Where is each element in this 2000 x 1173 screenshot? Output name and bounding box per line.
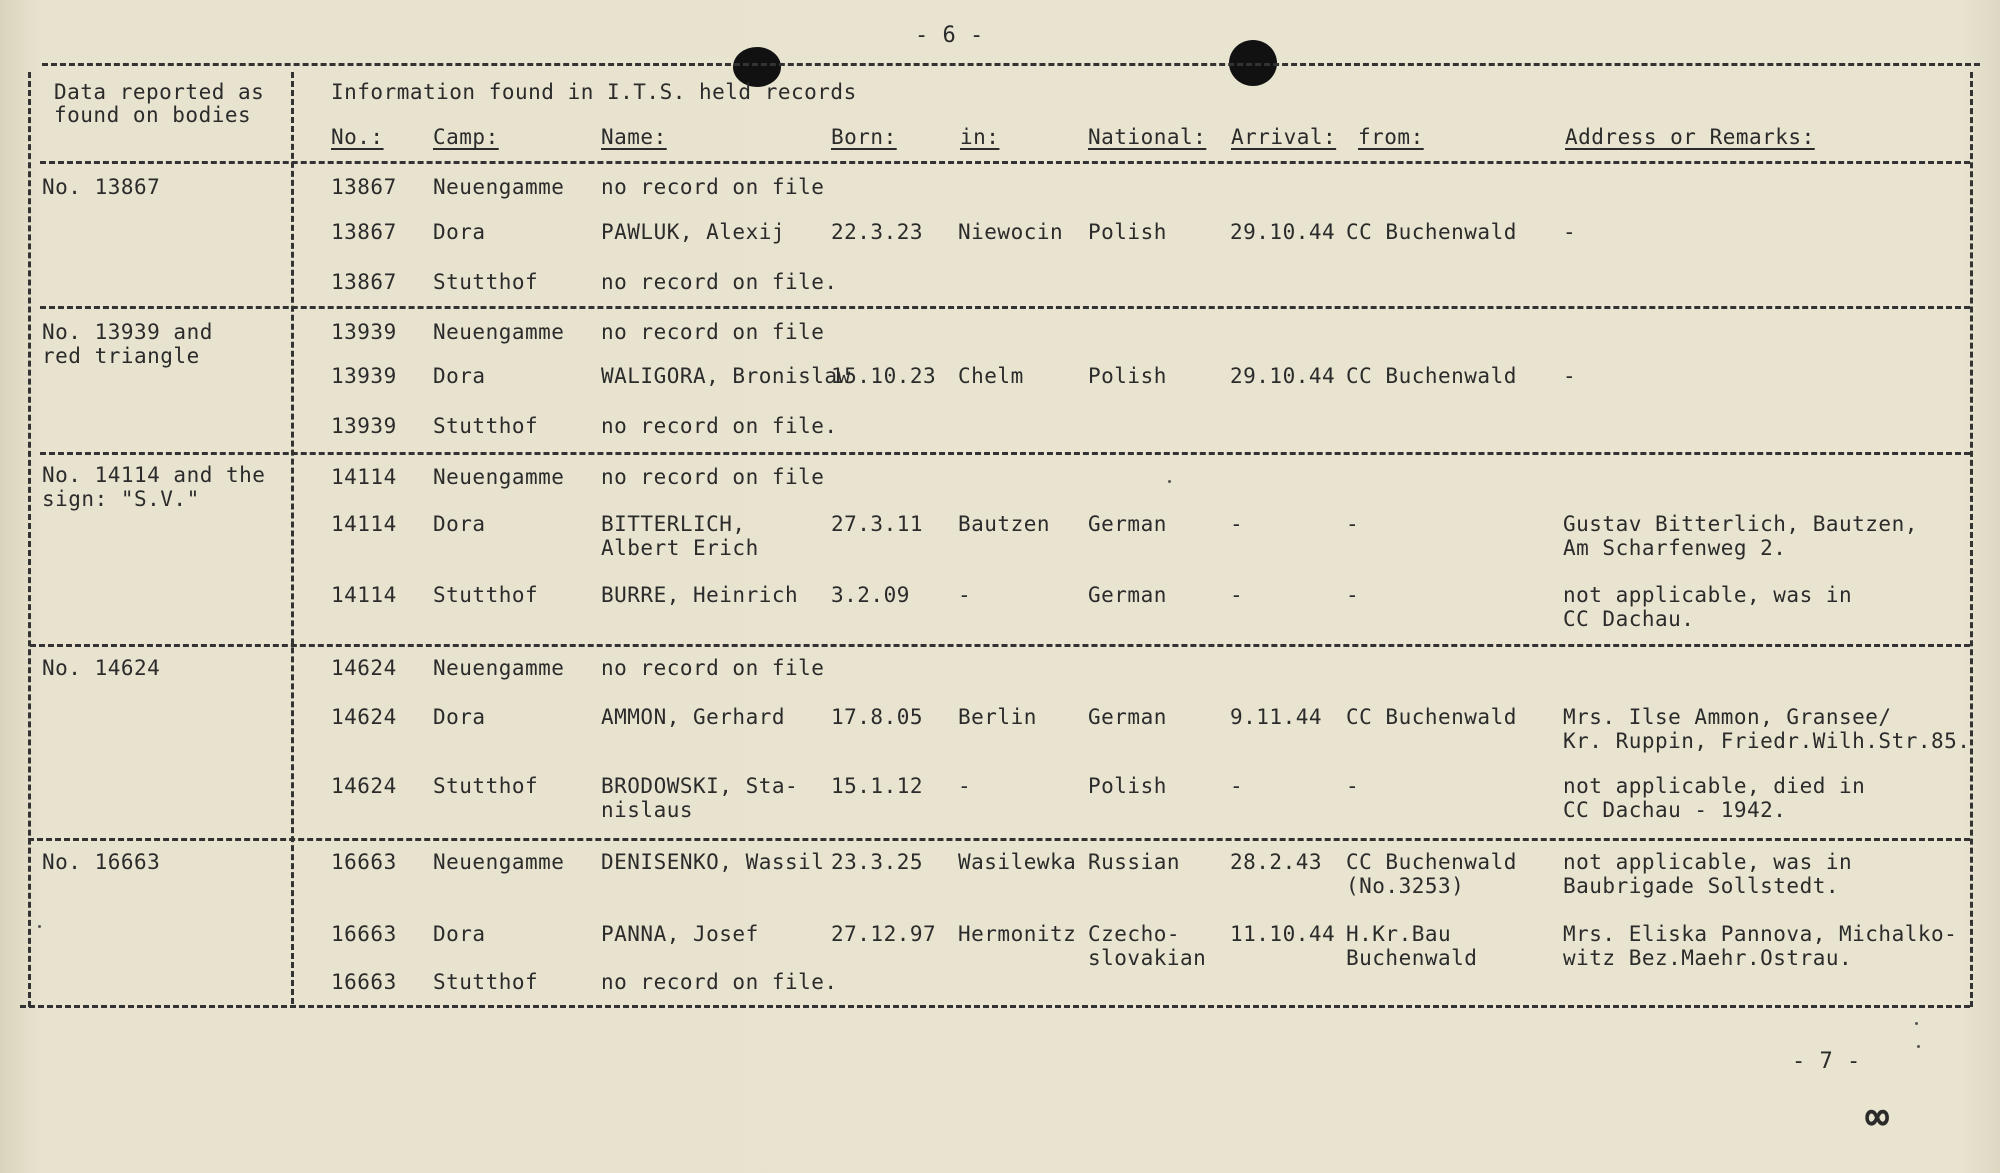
col-header-name: Name: (601, 125, 667, 149)
born-cell: 22.3.23 (831, 220, 924, 244)
camp-cell: Stutthof (433, 774, 539, 798)
group-divider (40, 306, 1970, 309)
born-cell: 27.12.97 (831, 922, 937, 946)
remarks-cell: not applicable, died in (1563, 774, 1866, 798)
name-cell: nislaus (601, 798, 694, 822)
name-cell: AMMON, Gerhard (601, 705, 786, 729)
arrival-cell: 29.10.44 (1230, 364, 1336, 388)
born-cell: 3.2.09 (831, 583, 910, 607)
arrival-cell: 29.10.44 (1230, 220, 1336, 244)
no-cell: 13939 (331, 364, 397, 388)
col-header-born: Born: (831, 125, 897, 149)
no-cell: 13867 (331, 270, 397, 294)
name-cell: BRODOWSKI, Sta- (601, 774, 799, 798)
ink-speck (1915, 1022, 1918, 1025)
reported-data-cell: No. 16663 (42, 850, 161, 874)
remarks-cell: CC Dachau. (1563, 607, 1695, 631)
top-border (42, 63, 1980, 66)
camp-cell: Dora (433, 220, 486, 244)
national-cell: Polish (1088, 220, 1167, 244)
no-cell: 13867 (331, 220, 397, 244)
no-cell: 13867 (331, 175, 397, 199)
born-cell: 15.1.12 (831, 774, 924, 798)
remarks-cell: witz Bez.Maehr.Ostrau. (1563, 946, 1853, 970)
name-cell: no record on file (601, 465, 825, 489)
header-rule (40, 161, 1970, 164)
remarks-cell: not applicable, was in (1563, 850, 1853, 874)
born-cell: 17.8.05 (831, 705, 924, 729)
col-header-remarks: Address or Remarks: (1565, 125, 1815, 149)
col-header-no: No.: (331, 125, 384, 149)
national-cell: German (1088, 705, 1167, 729)
page-number-top: - 6 - (915, 23, 984, 48)
from-cell: Buchenwald (1346, 946, 1478, 970)
national-cell: slovakian (1088, 946, 1207, 970)
its-records-header: Information found in I.T.S. held records (331, 80, 857, 104)
no-cell: 16663 (331, 922, 397, 946)
corner-mark: ∞ (1865, 1094, 1890, 1140)
remarks-cell: Mrs. Ilse Ammon, Gransee/ (1563, 705, 1892, 729)
page-number-bottom: - 7 - (1792, 1049, 1861, 1074)
camp-cell: Neuengamme (433, 656, 565, 680)
camp-cell: Neuengamme (433, 465, 565, 489)
camp-cell: Neuengamme (433, 850, 565, 874)
in-cell: - (958, 774, 972, 798)
remarks-cell: Mrs. Eliska Pannova, Michalko- (1563, 922, 1958, 946)
in-cell: Chelm (958, 364, 1024, 388)
no-cell: 16663 (331, 970, 397, 994)
camp-cell: Neuengamme (433, 320, 565, 344)
camp-cell: Stutthof (433, 270, 539, 294)
name-cell: WALIGORA, Bronislaw (601, 364, 851, 388)
camp-cell: Dora (433, 705, 486, 729)
no-cell: 14624 (331, 774, 397, 798)
name-cell: no record on file. (601, 970, 838, 994)
reported-data-cell: red triangle (42, 344, 200, 368)
remarks-cell: CC Dachau - 1942. (1563, 798, 1787, 822)
col-header-arrival: Arrival: (1231, 125, 1337, 149)
right-border (1970, 72, 1973, 1007)
name-cell: no record on file (601, 656, 825, 680)
remarks-cell: not applicable, was in (1563, 583, 1853, 607)
in-cell: Niewocin (958, 220, 1064, 244)
in-cell: Berlin (958, 705, 1037, 729)
born-cell: 27.3.11 (831, 512, 924, 536)
born-cell: 15.10.23 (831, 364, 937, 388)
name-cell: no record on file. (601, 270, 838, 294)
name-cell: PAWLUK, Alexij (601, 220, 786, 244)
arrival-cell: - (1230, 774, 1244, 798)
no-cell: 14624 (331, 656, 397, 680)
bottom-border (20, 1005, 1970, 1008)
reported-data-cell: sign: "S.V." (42, 487, 200, 511)
national-cell: German (1088, 512, 1167, 536)
col-header-from: from: (1358, 125, 1424, 149)
from-cell: CC Buchenwald (1346, 705, 1517, 729)
reported-data-cell: No. 13939 and (42, 320, 213, 344)
from-cell: - (1346, 512, 1360, 536)
in-cell: Bautzen (958, 512, 1051, 536)
from-cell: - (1346, 583, 1360, 607)
camp-cell: Neuengamme (433, 175, 565, 199)
ink-speck (1917, 1045, 1920, 1048)
from-cell: - (1346, 774, 1360, 798)
col-header-camp: Camp: (433, 125, 499, 149)
from-cell: CC Buchenwald (1346, 220, 1517, 244)
no-cell: 14114 (331, 583, 397, 607)
column-divider (291, 72, 294, 1004)
arrival-cell: 9.11.44 (1230, 705, 1323, 729)
remarks-cell: - (1563, 364, 1577, 388)
camp-cell: Stutthof (433, 414, 539, 438)
name-cell: PANNA, Josef (601, 922, 759, 946)
arrival-cell: - (1230, 583, 1244, 607)
ink-speck (38, 925, 41, 928)
in-cell: Hermonitz (958, 922, 1077, 946)
reported-header-line-1: Data reported as (54, 80, 265, 104)
reported-header-line-2: found on bodies (54, 103, 252, 127)
from-cell: CC Buchenwald (1346, 364, 1517, 388)
remarks-cell: - (1563, 220, 1577, 244)
group-divider (28, 838, 1970, 841)
name-cell: no record on file. (601, 414, 838, 438)
no-cell: 14114 (331, 465, 397, 489)
in-cell: - (958, 583, 972, 607)
reported-data-cell: No. 13867 (42, 175, 161, 199)
no-cell: 16663 (331, 850, 397, 874)
no-cell: 14624 (331, 705, 397, 729)
no-cell: 13939 (331, 414, 397, 438)
camp-cell: Dora (433, 512, 486, 536)
name-cell: DENISENKO, Wassil (601, 850, 825, 874)
national-cell: German (1088, 583, 1167, 607)
remarks-cell: Baubrigade Sollstedt. (1563, 874, 1840, 898)
name-cell: Albert Erich (601, 536, 759, 560)
camp-cell: Dora (433, 922, 486, 946)
remarks-cell: Gustav Bitterlich, Bautzen, (1563, 512, 1918, 536)
reported-data-cell: No. 14624 (42, 656, 161, 680)
national-cell: Polish (1088, 364, 1167, 388)
reported-data-cell: No. 14114 and the (42, 463, 266, 487)
from-cell: CC Buchenwald (1346, 850, 1517, 874)
col-header-national: National: (1088, 125, 1207, 149)
arrival-cell: 28.2.43 (1230, 850, 1323, 874)
born-cell: 23.3.25 (831, 850, 924, 874)
left-border (28, 72, 31, 1007)
name-cell: BURRE, Heinrich (601, 583, 799, 607)
no-cell: 13939 (331, 320, 397, 344)
name-cell: BITTERLICH, (601, 512, 746, 536)
arrival-cell: - (1230, 512, 1244, 536)
group-divider (30, 644, 1970, 647)
remarks-cell: Kr. Ruppin, Friedr.Wilh.Str.85. (1563, 729, 1971, 753)
national-cell: Russian (1088, 850, 1181, 874)
from-cell: H.Kr.Bau (1346, 922, 1452, 946)
camp-cell: Stutthof (433, 970, 539, 994)
remarks-cell: Am Scharfenweg 2. (1563, 536, 1787, 560)
camp-cell: Stutthof (433, 583, 539, 607)
national-cell: Polish (1088, 774, 1167, 798)
from-cell: (No.3253) (1346, 874, 1465, 898)
group-divider (40, 452, 1970, 455)
arrival-cell: 11.10.44 (1230, 922, 1336, 946)
ink-speck (1168, 480, 1171, 483)
name-cell: no record on file (601, 175, 825, 199)
col-header-in: in: (960, 125, 1000, 149)
name-cell: no record on file (601, 320, 825, 344)
camp-cell: Dora (433, 364, 486, 388)
national-cell: Czecho- (1088, 922, 1181, 946)
no-cell: 14114 (331, 512, 397, 536)
in-cell: Wasilewka (958, 850, 1077, 874)
